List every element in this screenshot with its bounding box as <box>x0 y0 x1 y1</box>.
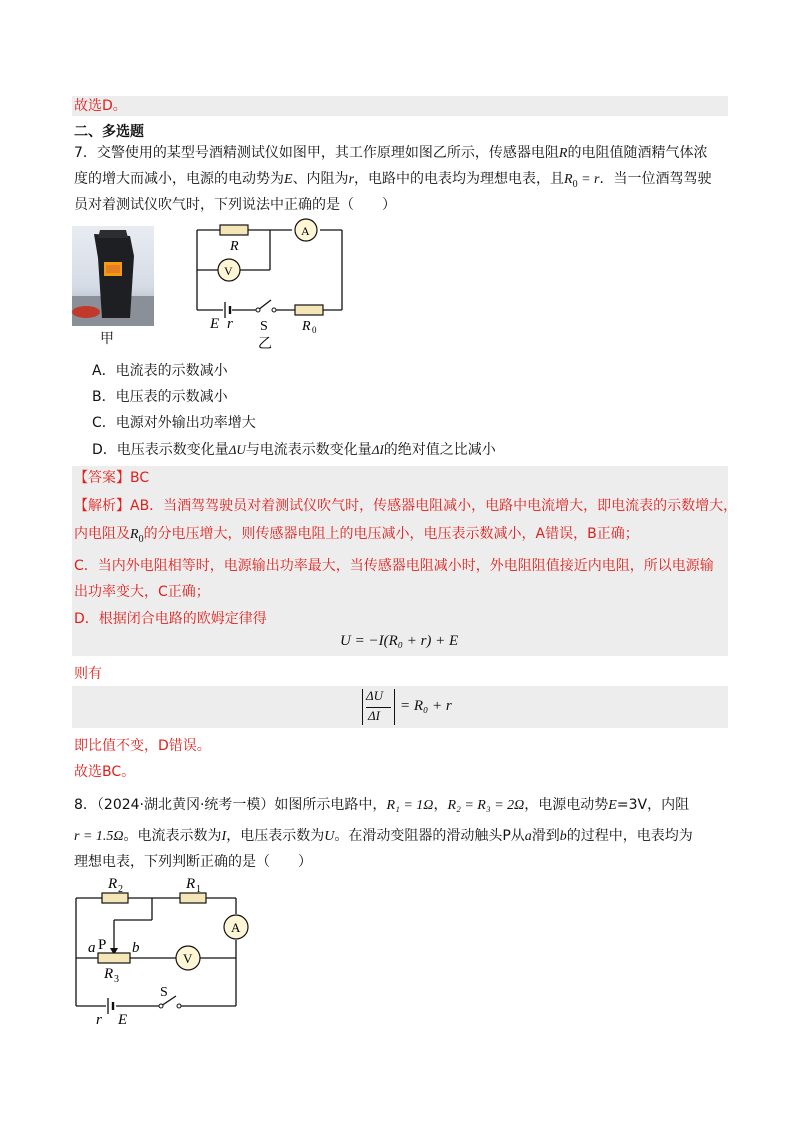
conclusion-line2: 故选BC。 <box>74 764 136 780</box>
equation-ohm: U = −I(R₀ + r) + E <box>340 633 459 649</box>
fig-R-label: R <box>230 239 239 254</box>
circuit-diagram-q8 <box>66 872 266 1028</box>
fig-S-label: S <box>160 985 168 1000</box>
fig-P-label: P <box>98 937 107 953</box>
q7-stem-line1: 7．交警使用的某型号酒精测试仪如图甲，其工作原理如图乙所示，传感器电阻R的电阻值随酒精气体浓 <box>74 145 708 161</box>
q8-stem-line2: r = 1.5Ω。电流表示数为I，电压表示数为U。在滑动变阻器的滑动触头P从a滑到b的过程中，电表均为 <box>74 828 693 844</box>
fig-label-jia: 甲 <box>100 332 114 347</box>
fig-a-label: a <box>88 940 96 956</box>
analysis-line5: D．根据闭合电路的欧姆定律得 <box>74 611 267 627</box>
resistor-R0 <box>295 305 323 315</box>
fig-R0-label: R <box>302 319 311 334</box>
option-A: A．电流表的示数减小 <box>92 363 228 379</box>
option-B: B．电压表的示数减小 <box>92 389 228 405</box>
analysis-line3: C．当内外电阻相等时，电源输出功率最大，当传感器电阻减小时，外电阻阻值接近内电阻，所以电源输 <box>74 558 714 574</box>
q7-stem-line3: 员对着测试仪吹气时，下列说法中正确的是（ ） <box>74 197 396 213</box>
fig-V-label: V <box>224 264 233 278</box>
fig-R3-sub: 3 <box>114 974 119 985</box>
fig-b-label: b <box>132 940 140 956</box>
analysis-line1: 【解析】AB．当酒驾驾驶员对着测试仪吹气时，传感器电阻减小，电路中电流增大，即电流表的示数增大， <box>74 498 738 514</box>
fig-R1-label: R <box>186 876 196 892</box>
analysis-line4: 出功率变大，C正确； <box>74 584 210 600</box>
breathalyzer-photo <box>72 226 154 326</box>
conclusion-line1: 即比值不变，D错误。 <box>74 738 211 754</box>
fig-r-label: r <box>227 316 233 332</box>
then-line: 则有 <box>74 666 102 682</box>
prev-conclusion: 故选D。 <box>74 98 127 114</box>
fig-S-label: S <box>260 319 268 334</box>
fig-R1-sub: 1 <box>196 884 201 895</box>
switch-S-icon <box>159 1004 163 1008</box>
q8-stem-line1: 8．（2024·湖北黄冈·统考一模）如图所示电路中，R₁ = 1Ω，R₂ = R₃ = 2Ω，电源电动势E=3V，内阻 <box>74 797 690 813</box>
fig-R0-sub: 0 <box>312 325 317 335</box>
rheostat-R3 <box>98 953 130 963</box>
fig-R2-label: R <box>108 876 118 892</box>
fig-r-label: r <box>96 1012 102 1028</box>
equation-ratio: ΔU ΔI = R₀ + r <box>362 687 462 727</box>
switch-S-icon <box>256 308 260 312</box>
fig-R3-label: R <box>104 966 114 982</box>
fig-V-label: V <box>183 951 193 966</box>
circuit-diagram-yi <box>180 212 360 352</box>
fig-E-label: E <box>118 1012 128 1028</box>
fig-A-label: A <box>301 224 310 238</box>
option-C: C．电源对外输出功率增大 <box>92 415 256 431</box>
resistor-R <box>220 225 248 235</box>
option-D: D．电压表示数变化量ΔU与电流表示数变化量ΔI的绝对值之比减小 <box>92 442 496 458</box>
breathalyzer-device-icon <box>72 226 154 326</box>
prev-answer-box <box>72 96 728 116</box>
resistor-R1 <box>180 893 206 903</box>
q8-stem-line3: 理想电表，下列判断正确的是（ ） <box>74 854 312 870</box>
answer-line: 【答案】BC <box>74 470 150 486</box>
fig-A-label: A <box>231 920 241 935</box>
q7-stem-line2: 度的增大而减小，电源的电动势为E、内阻为r，电路中的电表均为理想电表，且$R_0 = r$．当一位酒驾驾驶 <box>74 171 712 190</box>
resistor-R2 <box>102 893 128 903</box>
fig-label-yi: 乙 <box>258 337 272 352</box>
fig-R2-sub: 2 <box>118 884 123 895</box>
section-heading: 二、多选题 <box>74 124 144 140</box>
analysis-line2: 内电阻及$R_0$的分电压增大，则传感器电阻上的电压减小，电压表示数减小，A错误，B正确； <box>74 526 639 545</box>
fig-E-label: E <box>210 316 220 332</box>
